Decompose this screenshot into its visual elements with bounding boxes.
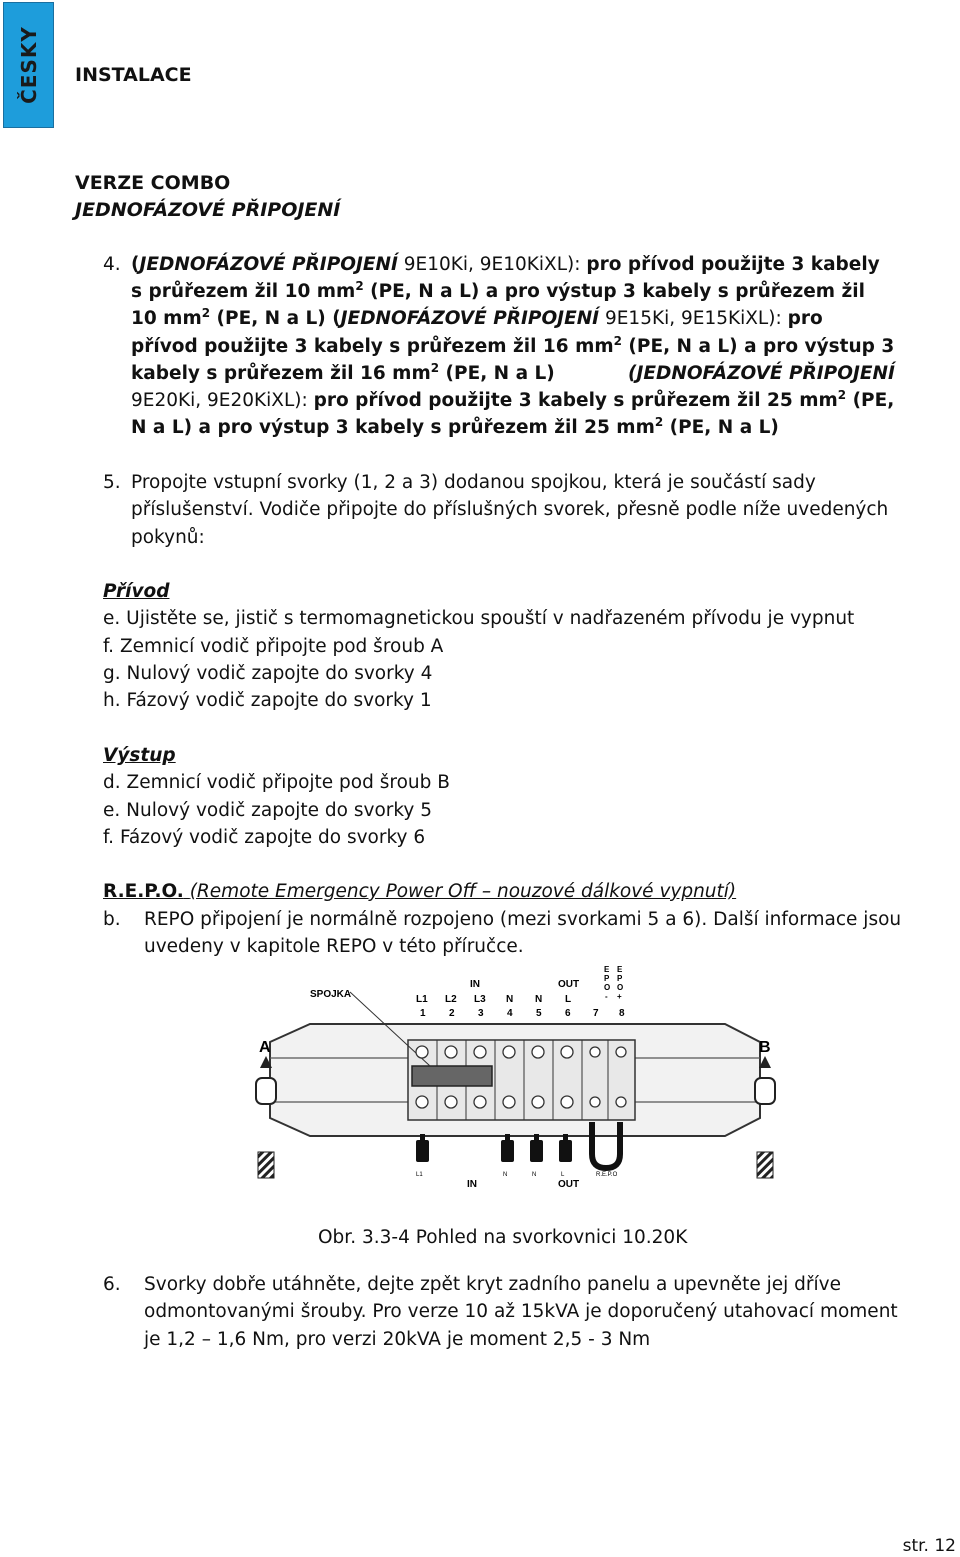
terminal-label: L3 <box>474 994 486 1005</box>
privod-item-h: h. Fázový vodič zapojte do svorky 1 <box>103 690 432 711</box>
epo-letter: - <box>605 992 608 1001</box>
epo-letter: + <box>617 992 622 1001</box>
item4-number: 4. <box>103 254 121 275</box>
figure-caption: Obr. 3.3-4 Pohled na svorkovnici 10.20K <box>318 1227 688 1248</box>
terminal-number: 1 <box>420 1008 426 1019</box>
item4-line2: s průřezem žil 10 $mm^2$ (PE, N a L) a pro výstup 3 kabely s průřezem žil <box>131 278 865 302</box>
terminal-number: 7 <box>593 1008 599 1019</box>
terminal-label: L <box>565 994 572 1005</box>
cable-label: L1 <box>416 1172 423 1178</box>
in-bottom-label: IN <box>467 1179 477 1190</box>
item5-line3: pokynů: <box>131 527 205 548</box>
item5-line1: Propojte vstupní svorky (1, 2 a 3) dodanou spojkou, která je součástí sady <box>131 472 816 493</box>
item5-line2: příslušenství. Vodiče připojte do příslušných svorek, přesně podle níže uvedených <box>131 499 889 520</box>
item4-line1: (JEDNOFÁZOVÉ PŘIPOJENÍ 9E10Ki, 9E10KiXL): pro přívod použijte 3 kabely <box>131 254 880 275</box>
repo-line2: uvedeny v kapitole REPO v této příručce. <box>144 936 524 957</box>
terminal-number: 5 <box>536 1008 542 1019</box>
terminal-number: 6 <box>565 1008 571 1019</box>
item6-line1: Svorky dobře utáhněte, dejte zpět kryt zadního panelu a upevněte jej dříve <box>144 1274 841 1295</box>
privod-heading: Přívod <box>103 581 170 602</box>
item4-line7: N a L) a pro výstup 3 kabely s průřezem žil 25 $mm^2$ (PE, N a L) <box>131 414 779 438</box>
cable-label: R.E.P.O <box>596 1172 618 1178</box>
epo-letter: O <box>604 983 611 992</box>
terminal-label: L2 <box>445 994 457 1005</box>
item4-line3: 10 $mm^2$ (PE, N a L) (JEDNOFÁZOVÉ PŘIPOJENÍ 9E15Ki, 9E15KiXL): pro <box>131 305 823 329</box>
terminal-number: 4 <box>507 1008 513 1019</box>
vystup-item-e: e. Nulový vodič zapojte do svorky 5 <box>103 800 433 821</box>
repo-line1: REPO připojení je normálně rozpojeno (mezi svorkami 5 a 6). Další informace jsou <box>144 909 902 930</box>
epo-letter: O <box>617 983 624 992</box>
screw-a-label: A <box>259 1039 271 1056</box>
terminal-label: N <box>506 994 514 1005</box>
terminal-label: N <box>535 994 543 1005</box>
item6-line2: odmontovanými šrouby. Pro verze 10 až 15kVA je doporučený utahovací moment <box>144 1301 898 1322</box>
repo-heading: R.E.P.O. (Remote Emergency Power Off – nouzové dálkové vypnutí) <box>103 881 737 902</box>
cables <box>416 1134 572 1162</box>
cable-label: L <box>561 1172 565 1178</box>
epo-letter: E <box>617 965 623 974</box>
screw-b-label: B <box>759 1039 771 1056</box>
heading-version: VERZE COMBO <box>75 172 231 194</box>
in-top-label: IN <box>470 979 480 990</box>
privod-item-g: g. Nulový vodič zapojte do svorky 4 <box>103 663 433 684</box>
cable-label: N <box>503 1172 508 1178</box>
epo-letter: P <box>617 974 623 983</box>
item4-line5: kabely s průřezem žil 16 $mm^2$ (PE, N a L) <box>131 360 555 384</box>
heading-connection: JEDNOFÁZOVÉ PŘIPOJENÍ <box>75 199 341 221</box>
privod-item-e: e. Ujistěte se, jistič s termomagnetickou spouští v nadřazeném přívodu je vypnut <box>103 608 855 629</box>
epo-letter: P <box>604 974 610 983</box>
item6-line3: je 1,2 – 1,6 Nm, pro verzi 20kVA je moment 2,5 - 3 Nm <box>144 1329 651 1350</box>
spojka-label: SPOJKA <box>310 989 352 1000</box>
privod-item-f: f. Zemnicí vodič připojte pod šroub A <box>103 636 444 657</box>
section-title: INSTALACE <box>75 64 192 86</box>
out-top-label: OUT <box>558 979 580 990</box>
vystup-heading: Výstup <box>103 745 176 766</box>
language-tab-label: ČESKY <box>16 26 41 104</box>
terminal-label: L1 <box>416 994 428 1005</box>
jumper-bar <box>412 1066 492 1086</box>
item4-line6: 9E20Ki, 9E20KiXL): pro přívod použijte 3 kabely s průřezem žil 25 $mm^2$ (PE, <box>131 387 895 411</box>
page-number: str. 12 <box>902 1536 956 1556</box>
item4-line4: přívod použijte 3 kabely s průřezem žil 16 $mm^2$ (PE, N a L) a pro výstup 3 <box>131 333 895 357</box>
terminal-number: 3 <box>478 1008 484 1019</box>
language-tab <box>3 2 54 128</box>
terminal-block-diagram <box>230 962 800 1202</box>
terminal-number: 2 <box>449 1008 455 1019</box>
item4-line5-connection: (JEDNOFÁZOVÉ PŘIPOJENÍ <box>628 363 895 384</box>
vystup-item-f: f. Fázový vodič zapojte do svorky 6 <box>103 827 426 848</box>
item6-number: 6. <box>103 1274 121 1295</box>
out-bottom-label: OUT <box>558 1179 580 1190</box>
repo-label: b. <box>103 909 121 930</box>
epo-letter: E <box>604 965 610 974</box>
item5-number: 5. <box>103 472 121 493</box>
terminal-number: 8 <box>619 1008 625 1019</box>
vystup-item-d: d. Zemnicí vodič připojte pod šroub B <box>103 772 450 793</box>
cable-label: N <box>532 1172 537 1178</box>
